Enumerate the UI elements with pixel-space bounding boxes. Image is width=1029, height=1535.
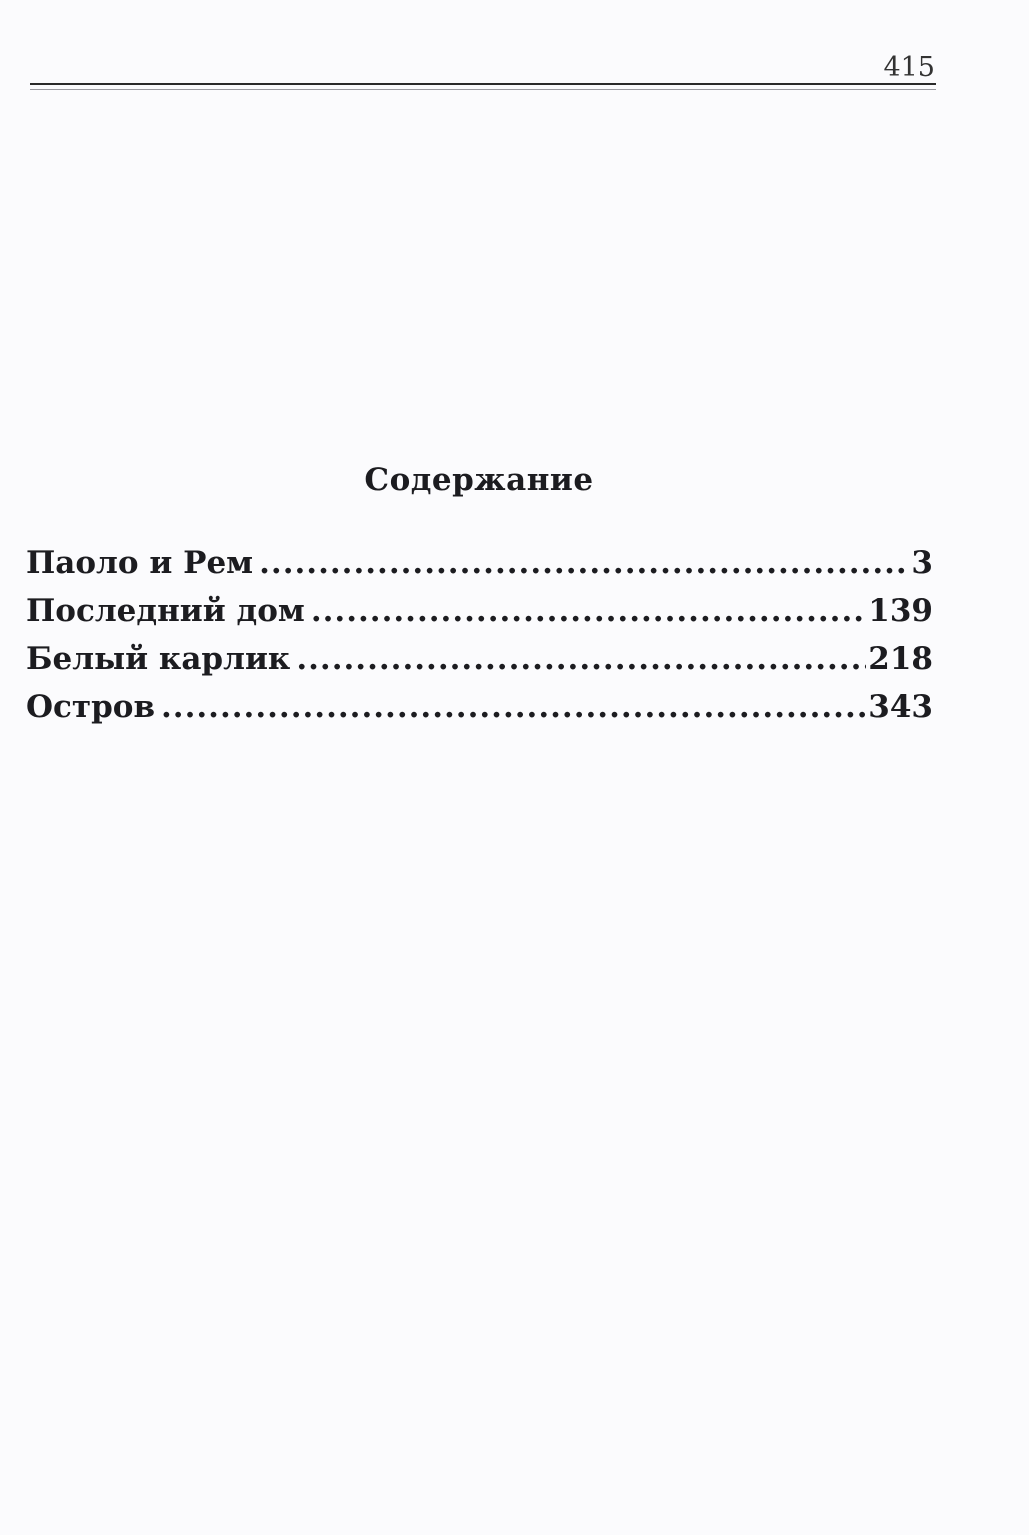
toc-entry-title: Последний дом [26, 593, 305, 629]
toc-dot-leader [311, 593, 866, 629]
toc-entry-page: 3 [911, 545, 933, 581]
page-number: 415 [883, 52, 935, 83]
toc-entry-title: Остров [26, 689, 155, 725]
header-rule [30, 83, 936, 85]
toc-entry-page: 218 [868, 641, 933, 677]
toc-entry [26, 545, 933, 593]
toc-entry [26, 689, 933, 737]
toc-dot-leader [259, 545, 909, 581]
toc-heading: Содержание [364, 462, 594, 498]
header-rule-secondary [30, 89, 936, 90]
toc-entry [26, 593, 933, 641]
toc-dot-leader [296, 641, 866, 677]
toc-entry [26, 641, 933, 689]
toc-entry-title: Паоло и Рем [26, 545, 254, 581]
toc-entry-page: 139 [868, 593, 933, 629]
toc-entry-page: 343 [868, 689, 933, 725]
toc-entry-title: Белый карлик [26, 641, 291, 677]
toc-dot-leader [161, 689, 866, 725]
toc-list [26, 545, 933, 737]
